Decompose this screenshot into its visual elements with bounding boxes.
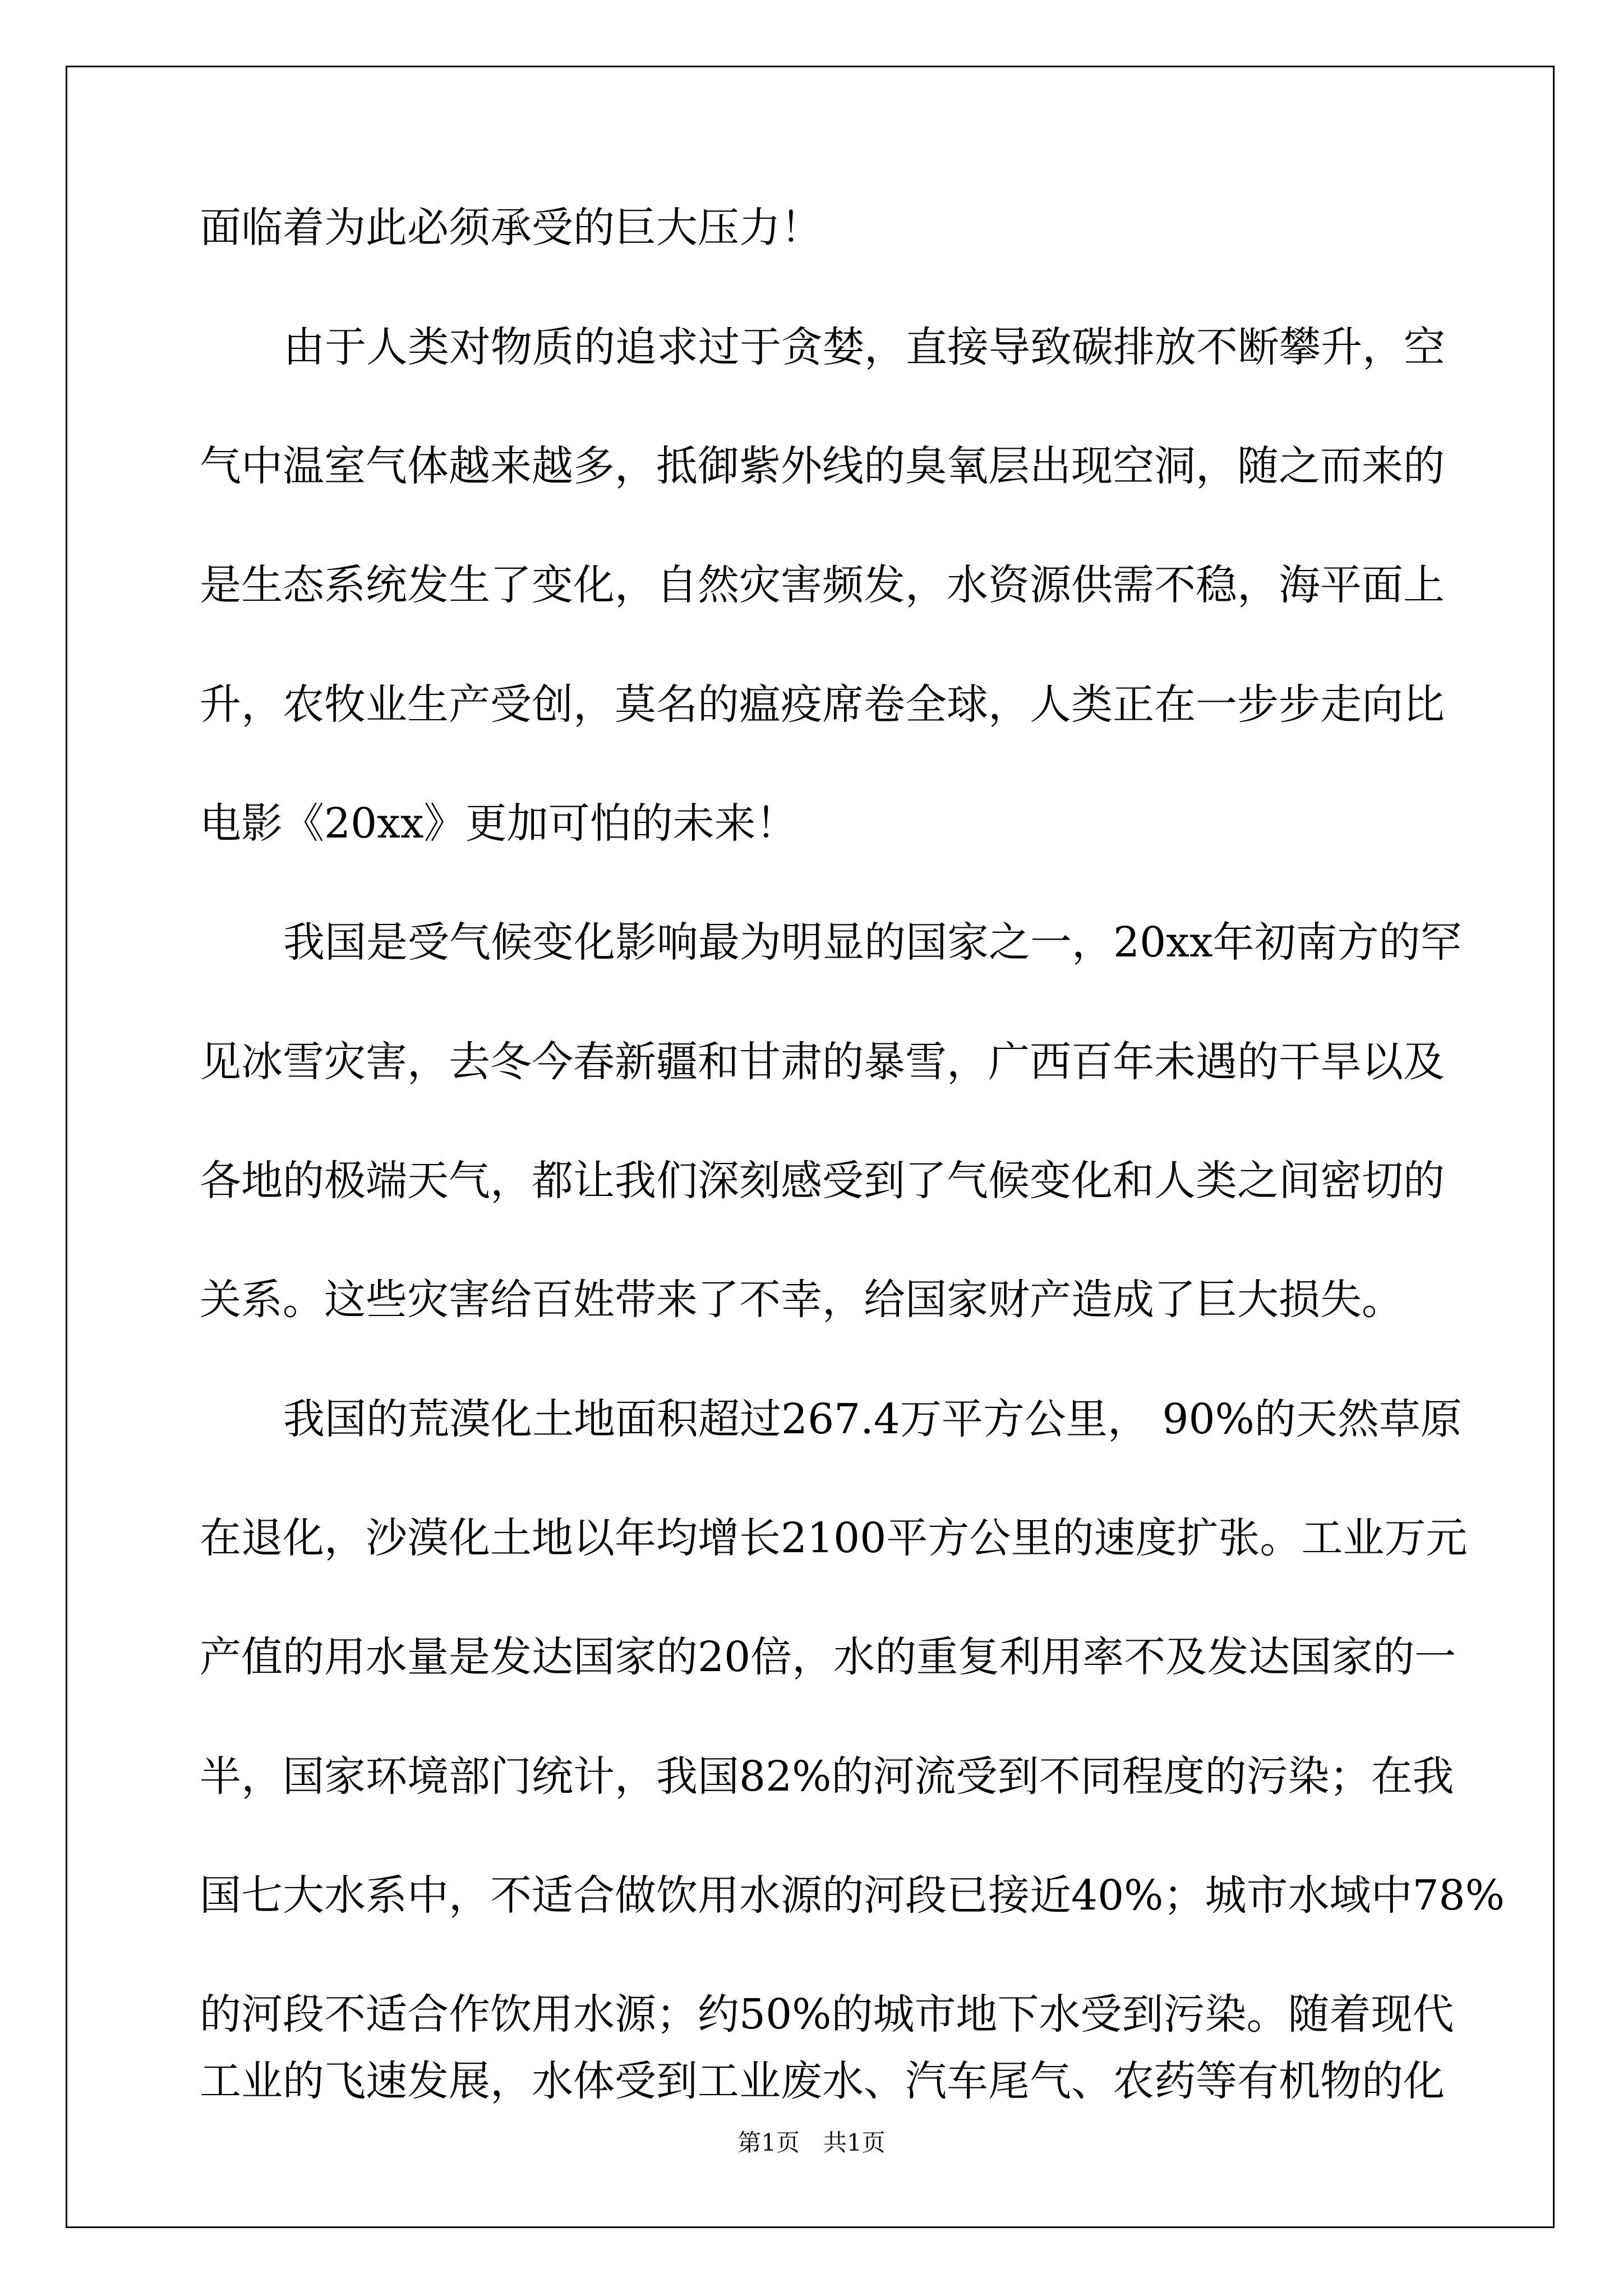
body-line-14: 半，国家环境部门统计，我国82%的河流受到不同程度的污染；在我 [200,1752,1454,1801]
body-line-17: 工业的飞速发展，水体受到工业废水、汽车尾气、农药等有机物的化 [200,2057,1445,2105]
body-line-6: 电影《20xx》更加可怕的未来！ [200,799,797,848]
body-line-12: 在退化，沙漠化土地以年均增长2100平方公里的速度扩张。工业万元 [200,1514,1468,1562]
body-line-8: 见冰雪灾害，去冬今春新疆和甘肃的暴雪，广西百年未遇的干旱以及 [200,1038,1445,1086]
body-line-5: 升，农牧业生产受创，莫名的瘟疫席卷全球，人类正在一步步走向比 [200,680,1445,729]
body-line-4: 是生态系统发生了变化，自然灾害频发，水资源供需不稳，海平面上 [200,561,1445,609]
body-line-15: 国七大水系中，不适合做饮用水源的河段已接近40%；城市水域中78% [200,1871,1505,1920]
body-line-1: 面临着为此必须承受的巨大压力！ [200,204,822,252]
body-line-9: 各地的极端天气，都让我们深刻感受到了气候变化和人类之间密切的 [200,1157,1445,1205]
body-line-3: 气中温室气体越来越多，抵御紫外线的臭氧层出现空洞，随之而来的 [200,442,1445,490]
body-line-2: 由于人类对物质的追求过于贪婪，直接导致碳排放不断攀升，空 [283,323,1445,371]
body-line-7: 我国是受气候变化影响最为明显的国家之一，20xx年初南方的罕 [283,918,1462,967]
body-line-10: 关系。这些灾害给百姓带来了不幸，给国家财产造成了巨大损失。 [200,1276,1403,1324]
body-line-11: 我国的荒漠化土地面积超过267.4万平方公里， 90%的天然草原 [283,1395,1462,1443]
body-line-13: 产值的用水量是发达国家的20倍，水的重复利用率不及发达国家的一 [200,1633,1456,1681]
body-line-16: 的河段不适合作饮用水源；约50%的城市地下水受到污染。随着现代 [200,1990,1454,2039]
page-footer: 第1页 共1页 [737,2129,886,2156]
